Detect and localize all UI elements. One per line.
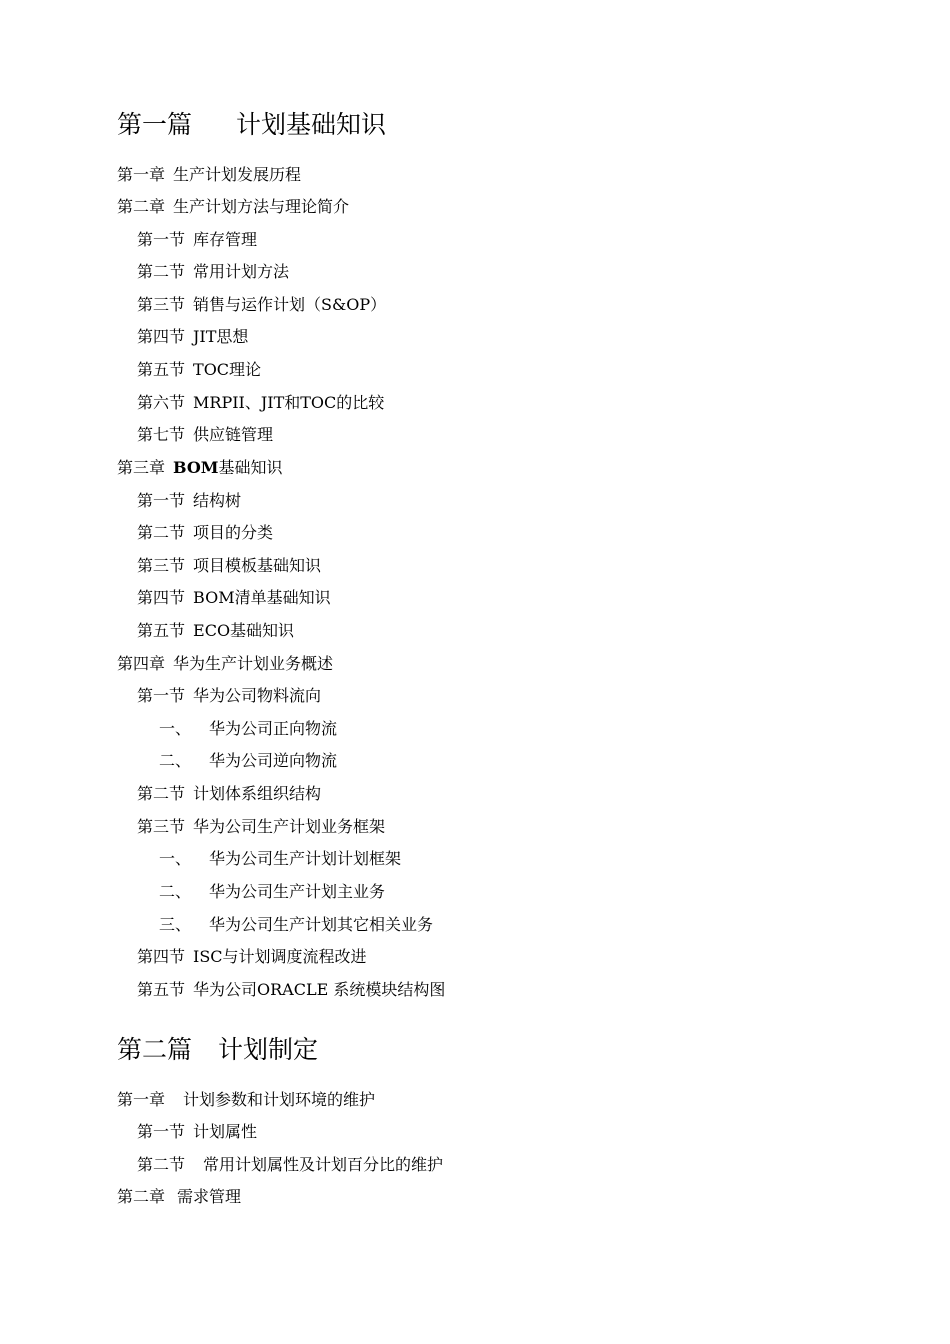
entry-title: 结构树 bbox=[193, 491, 242, 510]
toc-entry-section[interactable] bbox=[137, 1155, 443, 1175]
toc-entry-section[interactable] bbox=[137, 295, 386, 315]
part-heading bbox=[117, 1035, 318, 1065]
entry-title: 常用计划方法 bbox=[193, 262, 290, 281]
toc-entry-section[interactable] bbox=[137, 621, 294, 641]
entry-number: 第三章 bbox=[117, 458, 166, 477]
toc-entry-chapter[interactable] bbox=[117, 654, 333, 674]
entry-number: 二、 bbox=[159, 882, 192, 901]
entry-number: 第四节 bbox=[137, 947, 186, 966]
toc-entry-section[interactable] bbox=[137, 817, 385, 837]
entry-number: 第四节 bbox=[137, 327, 186, 346]
entry-number: 第二节 bbox=[137, 784, 186, 803]
entry-title: 计划体系组织结构 bbox=[193, 784, 322, 803]
toc-entry-chapter[interactable] bbox=[117, 458, 283, 478]
part-heading bbox=[117, 110, 386, 140]
toc-entry-section[interactable] bbox=[137, 686, 321, 706]
entry-number: 第一章 bbox=[117, 1090, 166, 1109]
toc-entry-chapter[interactable] bbox=[117, 1187, 241, 1207]
entry-number: 三、 bbox=[159, 915, 192, 934]
entry-title: 基础知识 bbox=[218, 458, 283, 477]
toc-entry-chapter[interactable] bbox=[117, 1090, 375, 1110]
entry-number: 第二章 bbox=[117, 1187, 166, 1206]
toc-entry-subsection[interactable] bbox=[159, 849, 401, 869]
entry-title: 销售与运作计划（S&OP） bbox=[193, 295, 387, 314]
entry-title: 生产计划方法与理论简介 bbox=[173, 197, 350, 216]
entry-number: 第七节 bbox=[137, 425, 186, 444]
entry-title: 华为公司正向物流 bbox=[209, 719, 338, 738]
toc-entry-section[interactable] bbox=[137, 947, 367, 967]
toc-entry-section[interactable] bbox=[137, 784, 321, 804]
toc-entry-chapter[interactable] bbox=[117, 165, 301, 185]
entry-number: 第五节 bbox=[137, 980, 186, 999]
entry-title: 华为公司生产计划计划框架 bbox=[209, 849, 402, 868]
toc-entry-section[interactable] bbox=[137, 523, 273, 543]
toc-entry-section[interactable] bbox=[137, 262, 289, 282]
toc-entry-subsection[interactable] bbox=[159, 719, 337, 739]
toc-entry-subsection[interactable] bbox=[159, 751, 337, 771]
toc-entry-section[interactable] bbox=[137, 425, 273, 445]
entry-number: 第四章 bbox=[117, 654, 166, 673]
entry-title: 库存管理 bbox=[193, 230, 258, 249]
entry-title: 华为公司物料流向 bbox=[193, 686, 322, 705]
entry-title: 华为公司逆向物流 bbox=[209, 751, 338, 770]
entry-number: 第一章 bbox=[117, 165, 166, 184]
entry-title: 华为生产计划业务概述 bbox=[173, 654, 334, 673]
entry-number: 第三节 bbox=[137, 817, 186, 836]
part-title: 计划制定 bbox=[218, 1035, 319, 1064]
toc-entry-section[interactable] bbox=[137, 556, 321, 576]
part-number: 第一篇 bbox=[117, 110, 193, 139]
toc-entry-subsection[interactable] bbox=[159, 882, 385, 902]
entry-title: JIT思想 bbox=[193, 327, 249, 346]
entry-title: MRPII、JIT和TOC的比较 bbox=[193, 393, 385, 412]
entry-title: 供应链管理 bbox=[193, 425, 274, 444]
entry-title: 项目模板基础知识 bbox=[193, 556, 322, 575]
toc-entry-section[interactable] bbox=[137, 230, 257, 250]
entry-title: 生产计划发展历程 bbox=[173, 165, 302, 184]
toc-entry-section[interactable] bbox=[137, 588, 331, 608]
entry-number: 一、 bbox=[159, 719, 192, 738]
toc-entry-section[interactable] bbox=[137, 1122, 257, 1142]
part-number: 第二篇 bbox=[117, 1035, 193, 1064]
toc-entry-chapter[interactable] bbox=[117, 197, 349, 217]
toc-entry-section[interactable] bbox=[137, 327, 248, 347]
entry-title: 华为公司生产计划业务框架 bbox=[193, 817, 386, 836]
toc-entry-section[interactable] bbox=[137, 360, 261, 380]
toc-entry-subsection[interactable] bbox=[159, 915, 433, 935]
entry-number: 第六节 bbox=[137, 393, 186, 412]
entry-title: 需求管理 bbox=[177, 1187, 242, 1206]
entry-number: 第二节 bbox=[137, 262, 186, 281]
entry-number: 第一节 bbox=[137, 230, 186, 249]
entry-number: 第二章 bbox=[117, 197, 166, 216]
toc-entry-section[interactable] bbox=[137, 491, 241, 511]
entry-number: 第三节 bbox=[137, 556, 186, 575]
entry-number: 第二节 bbox=[137, 523, 186, 542]
entry-number: 第五节 bbox=[137, 621, 186, 640]
entry-title: ECO基础知识 bbox=[193, 621, 295, 640]
entry-number: 第五节 bbox=[137, 360, 186, 379]
entry-number: 第三节 bbox=[137, 295, 186, 314]
entry-title: BOM清单基础知识 bbox=[193, 588, 331, 607]
entry-number: 第四节 bbox=[137, 588, 186, 607]
entry-number: 第一节 bbox=[137, 686, 186, 705]
entry-title: 华为公司生产计划主业务 bbox=[209, 882, 386, 901]
entry-title-bold: BOM bbox=[173, 458, 219, 477]
entry-title: 计划参数和计划环境的维护 bbox=[183, 1090, 376, 1109]
entry-number: 二、 bbox=[159, 751, 192, 770]
entry-title: 计划属性 bbox=[193, 1122, 258, 1141]
entry-title: 华为公司生产计划其它相关业务 bbox=[209, 915, 434, 934]
entry-title: TOC理论 bbox=[193, 360, 262, 379]
toc-entry-section[interactable] bbox=[137, 393, 384, 413]
entry-title: 华为公司ORACLE 系统模块结构图 bbox=[193, 980, 446, 999]
entry-number: 第一节 bbox=[137, 491, 186, 510]
toc-entry-section[interactable] bbox=[137, 980, 445, 1000]
entry-title: 常用计划属性及计划百分比的维护 bbox=[203, 1155, 444, 1174]
entry-title: ISC与计划调度流程改进 bbox=[193, 947, 367, 966]
entry-number: 第二节 bbox=[137, 1155, 186, 1174]
part-title: 计划基础知识 bbox=[236, 110, 387, 139]
entry-number: 一、 bbox=[159, 849, 192, 868]
entry-number: 第一节 bbox=[137, 1122, 186, 1141]
entry-title: 项目的分类 bbox=[193, 523, 274, 542]
